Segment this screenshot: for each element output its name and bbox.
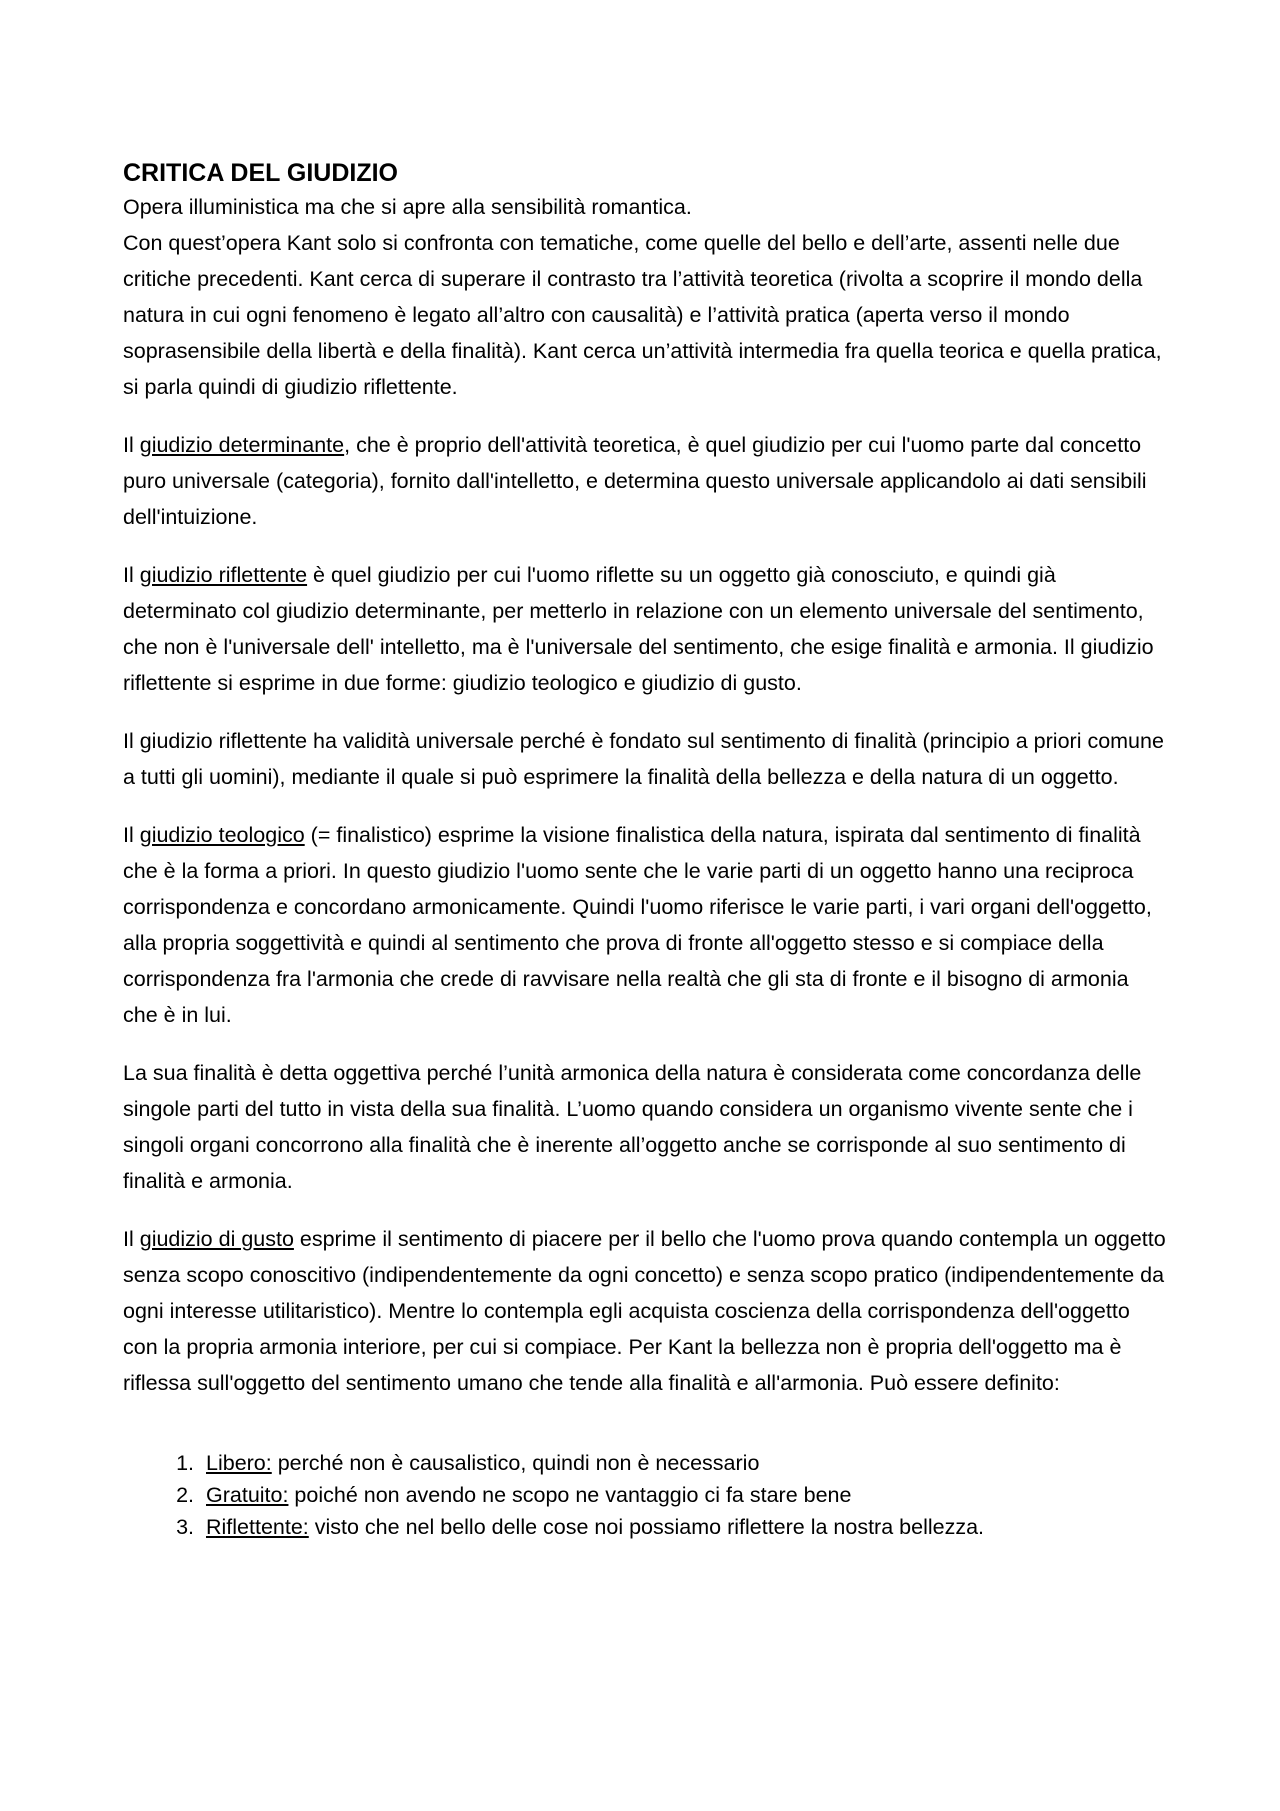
paragraph-prefix: Il: [123, 823, 140, 847]
paragraph-body: è quel giudizio per cui l'uomo riflette su un oggetto già conosciuto, e quindi già determinato col giudizio determinante, per metterlo in relazione con un elemento universale del sentimento, che non è l'universale dell' intelletto, ma è l'universale del sentimento, che esige finalità e armonia. Il giudizio riflettente si esprime in due forme: giudizio teologico e giudizio di gusto.: [123, 563, 1154, 695]
paragraph-validita: Il giudizio riflettente ha validità universale perché è fondato sul sentimento di finalità (principio a priori comune a tutti gli uomini), mediante il quale si può esprimere la finalità della bellezza e della natura di un oggetto.: [123, 729, 1164, 789]
list-item: [200, 1447, 1168, 1479]
properties-list: [123, 1447, 1168, 1543]
intro-paragraph: Con quest’opera Kant solo si confronta con tematiche, come quelle del bello e dell’arte, assenti nelle due critiche precedenti. Kant cerca di superare il contrasto tra l’attività teoretica (rivolta a scoprire il mondo della natura in cui ogni fenomeno è legato all’altro con causalità) e l’attività pratica (aperta verso il mondo soprasensibile della libertà e della finalità). Kant cerca un’attività intermedia fra quella teorica e quella pratica, si parla quindi di giudizio riflettente.: [123, 231, 1162, 399]
list-item-term: Gratuito:: [206, 1483, 289, 1507]
paragraph-prefix: Il: [123, 433, 140, 457]
paragraph-body: , che è proprio dell'attività teoretica, è quel giudizio per cui l'uomo parte dal concetto puro universale (categoria), fornito dall'intelletto, e determina questo universale applicandolo ai dati sensibili dell'intuizione.: [123, 433, 1147, 529]
document-page: [123, 157, 1168, 1543]
term-giudizio-riflettente: giudizio riflettente: [139, 563, 308, 587]
term-giudizio-teologico: giudizio teologico: [139, 823, 305, 847]
paragraph-prefix: Il: [123, 1227, 140, 1251]
term-giudizio-determinante: giudizio determinante: [139, 433, 345, 457]
paragraph-teologico: [123, 817, 1168, 1033]
paragraph-riflettente: [123, 557, 1168, 701]
intro-block: [123, 189, 1168, 405]
paragraph-body: esprime il sentimento di piacere per il bello che l'uomo prova quando contempla un oggetto senza scopo conoscitivo (indipendentemente da ogni concetto) e senza scopo pratico (indipendentemente da ogni interesse utilitaristico). Mentre lo contempla egli acquista coscienza della corrispondenza dell'oggetto con la propria armonia interiore, per cui si compiace. Per Kant la bellezza non è propria dell'oggetto ma è riflessa sull'oggetto del sentimento umano che tende alla finalità e all'armonia. Può essere definito:: [123, 1227, 1166, 1395]
paragraph-body: (= finalistico) esprime la visione finalistica della natura, ispirata dal sentimento di finalità che è la forma a priori. In questo giudizio l'uomo sente che le varie parti di un oggetto hanno una reciproca corrispondenza e concordano armonicamente. Quindi l'uomo riferisce le varie parti, i vari organi dell'oggetto, alla propria soggettività e quindi al sentimento che prova di fronte all'oggetto stesso e si compiace della corrispondenza fra l'armonia che crede di ravvisare nella realtà che gli sta di fronte e il bisogno di armonia che è in lui.: [123, 823, 1152, 1027]
list-item-text: poiché non avendo ne scopo ne vantaggio ci fa stare bene: [288, 1483, 852, 1507]
document-subtitle: Opera illuministica ma che si apre alla sensibilità romantica.: [123, 195, 692, 219]
list-item: [200, 1511, 1168, 1543]
list-item-term: Libero:: [206, 1451, 272, 1475]
list-item-text: visto che nel bello delle cose noi possiamo riflettere la nostra bellezza.: [308, 1515, 985, 1539]
list-item-text: perché non è causalistico, quindi non è necessario: [271, 1451, 760, 1475]
list-item-term: Riflettente:: [206, 1515, 309, 1539]
paragraph-prefix: Il: [123, 563, 140, 587]
paragraph-determinante: [123, 427, 1168, 535]
term-giudizio-di-gusto: giudizio di gusto: [139, 1227, 294, 1251]
paragraph-finalita-oggettiva: La sua finalità è detta oggettiva perché l’unità armonica della natura è considerata come concordanza delle singole parti del tutto in vista della sua finalità. L’uomo quando considera un organismo vivente sente che i singoli organi concorrono alla finalità che è inerente all’oggetto anche se corrisponde al suo sentimento di finalità e armonia.: [123, 1061, 1142, 1193]
list-item: [200, 1479, 1168, 1511]
paragraph-gusto: [123, 1221, 1168, 1401]
document-title: CRITICA DEL GIUDIZIO: [123, 159, 398, 187]
